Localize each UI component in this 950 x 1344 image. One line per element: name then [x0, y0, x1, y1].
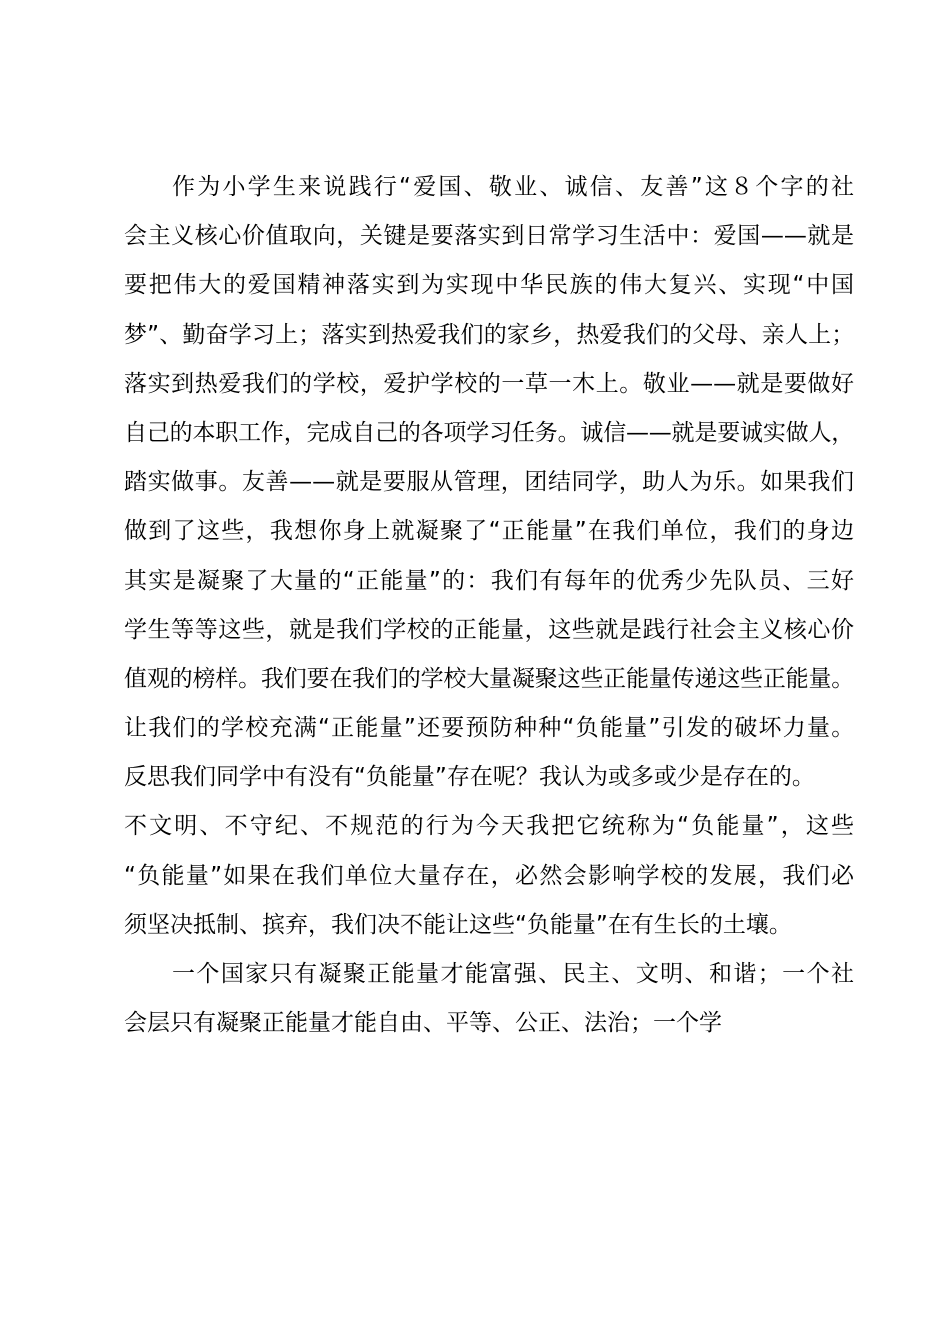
paragraph-2-line: 会层只有凝聚正能量才能自由、平等、公正、法治；一个学 — [124, 1010, 722, 1037]
paragraph-1-line: 其实是凝聚了大量的“正能量”的：我们有每年的优秀少先队员、三好 — [124, 567, 854, 594]
paragraph-1-line: “负能量”如果在我们单位大量存在，必然会影响学校的发展，我们必 — [124, 862, 854, 889]
paragraph-1-line: 踏实做事。友善——就是要服从管理，团结同学，助人为乐。如果我们 — [124, 469, 854, 496]
paragraph-1-line: 做到了这些，我想你身上就凝聚了“正能量”在我们单位，我们的身边 — [124, 518, 854, 545]
paragraph-1-line: 反思我们同学中有没有“负能量”存在呢？我认为或多或少是存在的。 — [124, 764, 815, 791]
paragraph-1-line: 须坚决抵制、摈弃，我们决不能让这些“负能量”在有生长的土壤。 — [124, 911, 792, 938]
paragraph-1-line: 值观的榜样。我们要在我们的学校大量凝聚这些正能量传递这些正能量。 — [124, 665, 854, 692]
paragraph-1-line: 作为小学生来说践行“爱国、敬业、诚信、友善”这８个字的社 — [172, 174, 854, 200]
body-text — [124, 163, 854, 1048]
paragraph-1-line: 梦”、勤奋学习上；落实到热爱我们的家乡，热爱我们的父母、亲人上； — [124, 321, 854, 348]
paragraph-1-line: 学生等等这些，就是我们学校的正能量，这些就是践行社会主义核心价 — [124, 616, 854, 643]
paragraph-1-line: 自己的本职工作，完成自己的各项学习任务。诚信——就是要诚实做人， — [124, 419, 854, 446]
paragraph-1-line: 落实到热爱我们的学校，爱护学校的一草一木上。敬业——就是要做好 — [124, 370, 854, 397]
paragraph-1-line: 让我们的学校充满“正能量”还要预防种种“负能量”引发的破坏力量。 — [124, 715, 854, 742]
paragraph-1-line: 不文明、不守纪、不规范的行为今天我把它统称为“负能量”，这些 — [124, 813, 854, 840]
paragraph-2-line: 一个国家只有凝聚正能量才能富强、民主、文明、和谐；一个社 — [172, 961, 854, 987]
paragraph-1-line: 会主义核心价值取向，关键是要落实到日常学习生活中：爱国——就是 — [124, 223, 854, 250]
paragraph-1-line: 要把伟大的爱国精神落实到为实现中华民族的伟大复兴、实现“中国 — [124, 272, 854, 299]
